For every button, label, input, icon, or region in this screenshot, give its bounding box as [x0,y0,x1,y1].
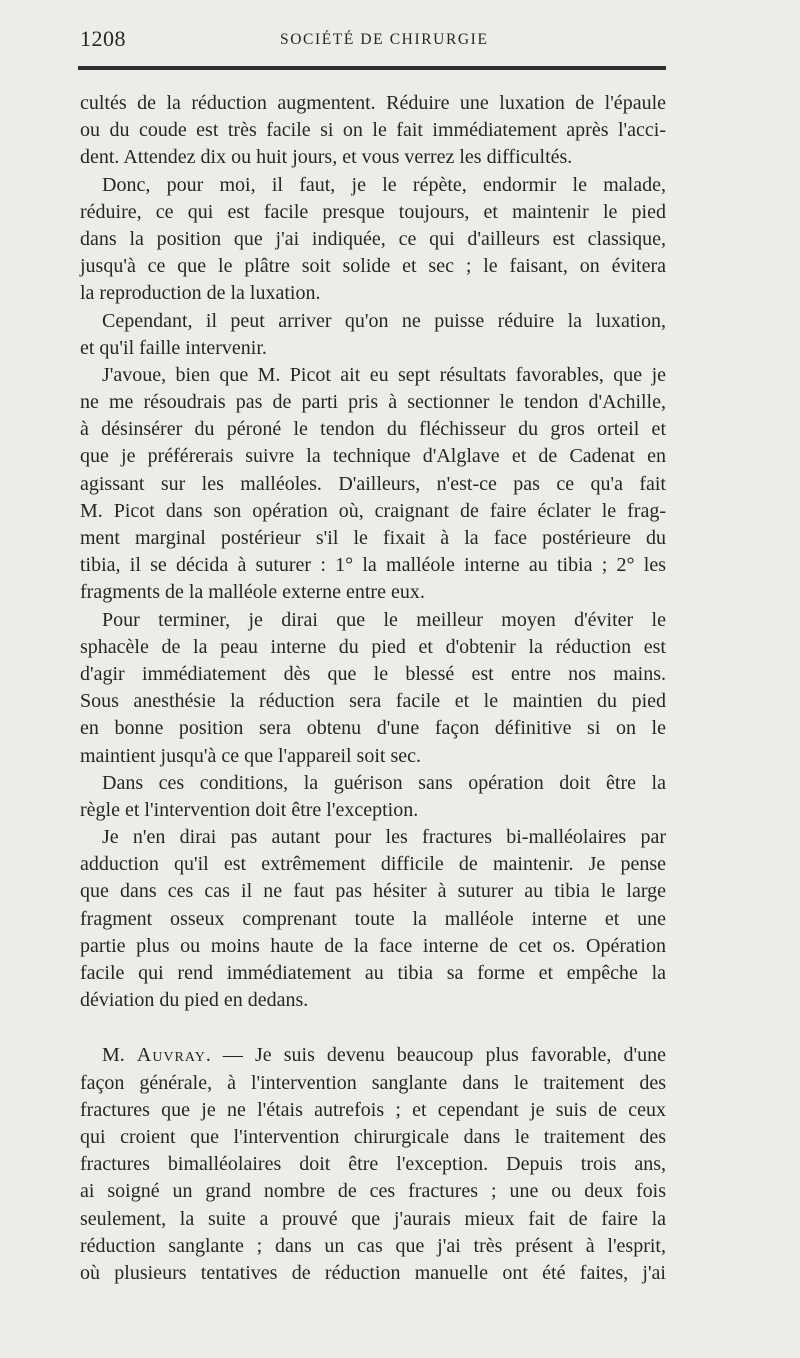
text-line: d'agir immédiatement dès que le blessé est entre nos mains. [80,662,666,685]
text-line: facile qui rend immédiatement au tibia sa forme et empêche la [80,962,666,984]
text-line: fragment osseux comprenant toute la malléole interne et une [80,907,666,930]
header-rule [78,66,666,70]
paragraph [80,607,666,770]
text-line: déviation du pied en dedans. [80,989,309,1012]
text-line: ai soigné un grand nombre de ces fractures ; une ou deux fois [80,1180,666,1203]
text-line: que dans ces cas il ne faut pas hésiter à suturer au tibia le large [80,880,666,903]
text-line: en bonne position sera obtenu d'une façon définitive si on le [80,717,666,740]
page-header [80,26,666,56]
text-line: à désinsérer du péroné le tendon du fléchisseur du gros orteil et [80,418,666,441]
text-line: Dans ces conditions, la guérison sans opération doit être la [102,771,666,794]
text-line: partie plus ou moins haute de la face interne de cet os. Opération [80,934,666,957]
text-line: fractures que je ne l'étais autrefois ; et cependant je suis de ceux [80,1098,666,1121]
text-line: fractures bimalléolaires doit être l'exception. Depuis trois ans, [80,1153,666,1176]
text-line: Cependant, il peut arriver qu'on ne puisse réduire la luxation, [102,309,666,332]
text-line: règle et l'intervention doit être l'exception. [80,798,419,821]
text-line: adduction qu'il est extrêmement difficile de maintenir. Je pense [80,853,666,876]
paragraph [80,308,666,362]
text-line: tibia, il se décida à suturer : 1° la malléole interne au tibia ; 2° les [80,554,666,577]
page-number: 1208 [80,26,126,51]
page-body [80,90,666,1287]
section-gap [80,1014,666,1042]
speech-first-line [80,1042,666,1069]
text-line: Pour terminer, je dirai que le meilleur moyen d'éviter le [102,608,666,631]
speech-first-line-text: . — Je suis devenu beaucoup plus favorable, d'une [205,1044,666,1067]
text-line: réduction sanglante ; dans un cas que j'ai très présent à l'esprit, [80,1234,666,1257]
paragraph [80,362,666,607]
text-line: dans la position que j'ai indiquée, ce qui d'ailleurs est classique, [80,227,666,250]
speaker-name: Auvray [136,1044,206,1067]
speech-paragraph [80,1042,666,1287]
text-line: que je préférerais suivre la technique d'Alglave et de Cadenat en [80,445,666,468]
text-line: façon générale, à l'intervention sanglante dans le traitement des [80,1071,666,1094]
text-line: qui croient que l'intervention chirurgicale dans le traitement des [80,1125,666,1148]
text-line: Sous anesthésie la réduction sera facile et le maintien du pied [80,690,666,713]
running-title: SOCIÉTÉ DE CHIRURGIE [280,31,489,48]
paragraph [80,824,666,1014]
text-line: maintient jusqu'à ce que l'appareil soit sec. [80,744,421,767]
text-line: Donc, pour moi, il faut, je le répète, endormir le malade, [102,173,666,196]
text-line: J'avoue, bien que M. Picot ait eu sept résultats favorables, que je [102,363,666,386]
text-line: fragments de la malléole externe entre eux. [80,581,425,604]
text-line: réduire, ce qui est facile presque toujours, et maintenir le pied [80,200,666,223]
text-line: dent. Attendez dix ou huit jours, et vous verrez les difficultés. [80,146,573,169]
text-line: ment marginal postérieur s'il le fixait à la face postérieure du [80,527,666,549]
text-line: Je n'en dirai pas autant pour les fractures bi-malléolaires par [102,826,666,849]
text-line: agissant sur les malléoles. D'ailleurs, n'est-ce pas ce qu'a fait [80,472,666,495]
text-line: où plusieurs tentatives de réduction manuelle ont été faites, j'ai [80,1261,666,1284]
text-line: jusqu'à ce que le plâtre soit solide et sec ; le faisant, on évitera [80,255,666,278]
paragraph [80,770,666,824]
text-line: et qu'il faille intervenir. [80,336,267,359]
paragraph [80,90,666,172]
text-line: M. Picot dans son opération où, craignant de faire éclater le frag- [80,499,666,522]
text-line: ne me résoudrais pas de parti pris à sectionner le tendon d'Achille, [80,391,666,414]
text-line: ou du coude est très facile si on le fait immédiatement après l'acci- [80,119,666,142]
text-line: seulement, la suite a prouvé que j'aurais mieux fait de faire la [80,1207,666,1230]
paragraph [80,172,666,308]
text-line: sphacèle de la peau interne du pied et d'obtenir la réduction est [80,635,666,658]
text-line: la reproduction de la luxation. [80,282,321,305]
speaker-prefix: M. [102,1044,137,1067]
text-line: cultés de la réduction augmentent. Réduire une luxation de l'épaule [80,92,666,114]
